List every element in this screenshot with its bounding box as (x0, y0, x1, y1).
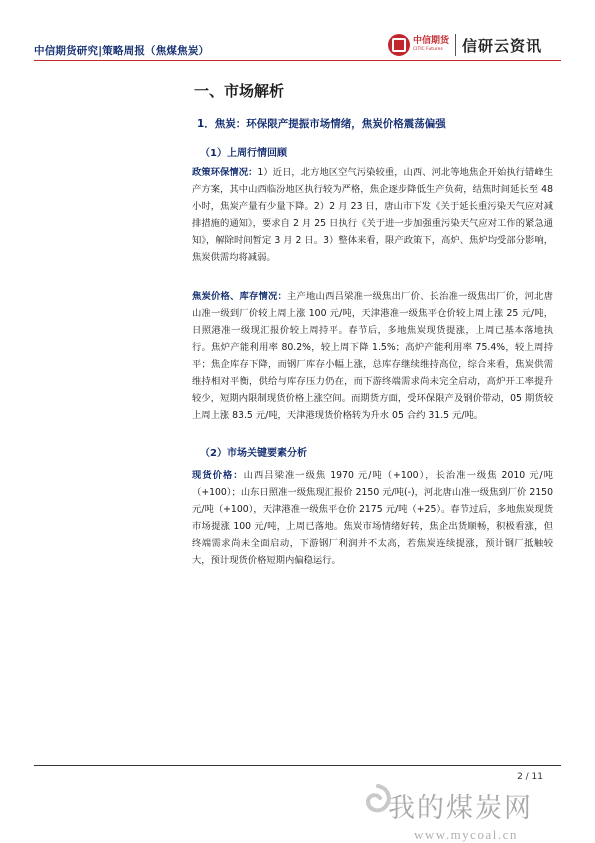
company-logo (388, 34, 542, 56)
paragraph-text: 1）近日，北方地区空气污染较重，山西、河北等地焦企开始执行错峰生产方案，其中山西临汾地区执行较为严格，焦企逐步降低生产负荷，结焦时间延长至 48 小时，焦炭产量有少量下降。2）2 月 23 日，唐山市下发《关于延长重污染天气应对减排措施的通知》，要求自 2 月 25 日执行《关于进一步加强重污染天气应对工作的紧急通知》，解除时间暂定 3 月 2 日。3）整体来看，限产政策下，高炉、焦炉均受部分影响，焦炭供需均将减弱。 (192, 167, 553, 263)
section-heading: 一、市场解析 (194, 82, 285, 100)
swirl-logo-icon (358, 780, 398, 820)
paragraph-policy (192, 164, 553, 266)
page-number: 2 / 11 (517, 772, 543, 782)
minor-heading-review: （1）上周行情回顾 (200, 148, 287, 159)
watermark-cn-text: 我的煤炭网 (388, 793, 533, 824)
header-divider (34, 60, 561, 61)
brand-name: 信研云资讯 (462, 36, 543, 55)
report-header-title: 中信期货研究|策略周报（焦煤焦炭） (34, 45, 210, 57)
logo-divider (455, 34, 456, 56)
site-watermark (388, 786, 578, 843)
watermark-url: www.mycoal.cn (414, 827, 518, 842)
citic-logo-icon (388, 34, 410, 56)
paragraph-label: 焦炭价格、库存情况： (192, 291, 288, 302)
logo-en-text: CITIC Futures (413, 47, 443, 53)
minor-heading-factors: （2）市场关键要素分析 (200, 448, 307, 459)
logo-cn-text: 中信期货 (413, 36, 450, 47)
sub-heading-coke: 1．焦炭：环保限产提振市场情绪，焦炭价格震荡偏强 (197, 118, 446, 130)
footer-divider (34, 765, 561, 766)
paragraph-price-inventory (192, 288, 553, 424)
paragraph-text: 山西吕梁准一级焦 1970 元/吨（+100），长治准一级焦 2010 元/吨（+100）；山东日照准一级焦现汇报价 2150 元/吨(-)，河北唐山准一级焦到厂价 2150 元/吨（+100），天津港准一级焦平仓价 2175 元/吨（+25）。春节过后，多地焦炭现货市场提涨 100 元/吨，上周已落地。焦炭市场情绪好转，焦企出货顺畅，积极看涨，但终端需求尚未全面启动，下游钢厂利润并不太高，若焦炭连续提涨，预计钢厂抵触较大，预计现货价格短期内偏稳运行。 (192, 470, 553, 566)
paragraph-label: 政策环保情况： (192, 167, 258, 178)
paragraph-spot-price (192, 467, 553, 569)
paragraph-text: 主产地山西吕梁准一级焦出厂价、长治准一级焦出厂价，河北唐山准一级到厂价较上周上涨 100 元/吨，天津港准一级焦平仓价较上周上涨 25 元/吨，日照港准一级现汇报价较上周持平。春节后，多地焦炭现货提涨，上周已基本落地执行。焦炉产能利用率 80.2%，较上周下降 1.5%；高炉产能利用率 75.4%，较上周持平；焦企库存下降，而钢厂库存小幅上涨，总库存继续维持高位，综合来看，焦炭供需维持相对平衡，供给与库存压力仍在，而下游终端需求尚未完全启动，高炉开工率提升较少，短期内限制现货价格上涨空间。而期货方面，受环保限产及钢价带动，05 期货较上周上涨 83.5 元/吨，天津港现货价格转为升水 05 合约 31.5 元/吨。 (192, 291, 553, 421)
paragraph-label: 现货价格： (192, 470, 244, 481)
